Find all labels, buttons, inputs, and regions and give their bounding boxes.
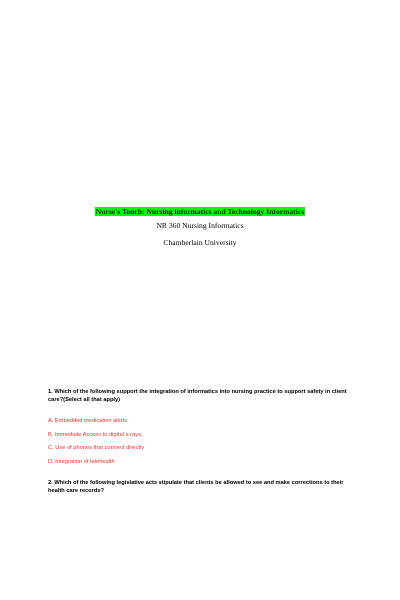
question-1-options [48,418,348,472]
question-1-text: 1. Which of the following support the integration of informatics into nursing practice to support safety in client care?(Select all that apply) [48,389,347,403]
course-name: NR 360 Nursing Informatics [156,221,244,230]
option-c: C. Use of phones that connect directly [48,445,145,451]
question-2-text: 2. Which of the following legislative acts stipulate that clients be allowed to see and make corrections to their health care records? [48,480,344,494]
option-b: B. Immediate Access to digital x-rays. [48,431,143,438]
option-d: D. Integration of telehealth [48,458,115,465]
option-a: A. Embedded medication alerts [48,418,128,424]
institution-name: Chamberlain University [163,238,237,247]
document-title: Nurse's Touch: Nursing informatics and Technology Informatics [95,207,305,216]
title-block [0,201,400,219]
